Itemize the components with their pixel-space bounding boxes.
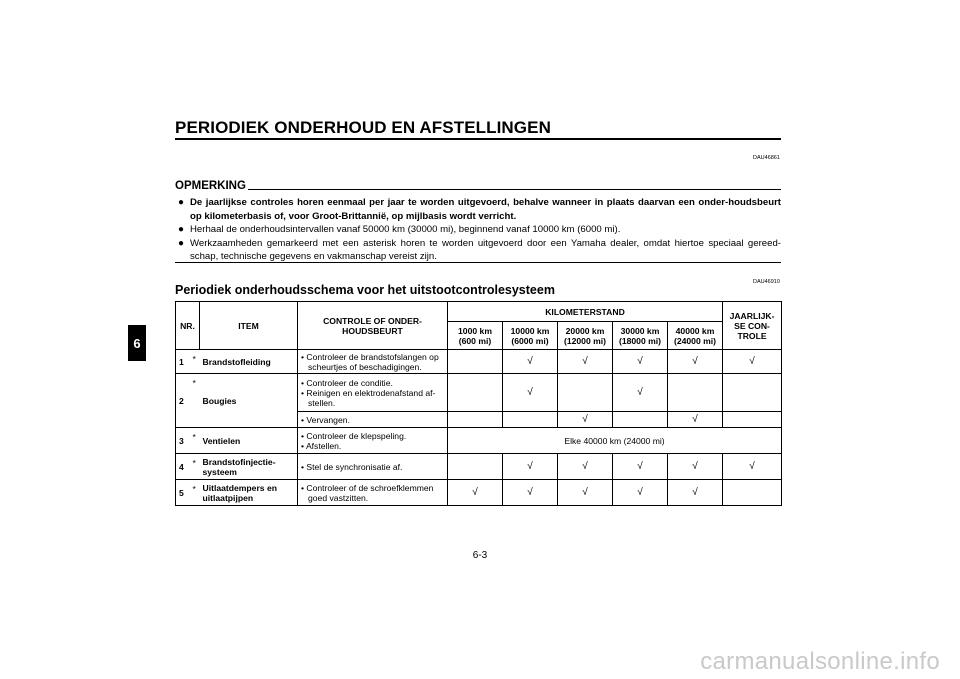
header-km-1000: 1000 km (600 mi): [448, 322, 503, 350]
cell-empty: [668, 374, 723, 412]
row-number: 2: [176, 374, 190, 428]
page-title: PERIODIEK ONDERHOUD EN AFSTELLINGEN: [175, 118, 551, 137]
row-check: • Controleer of de schroefklemmen goed vastzitten.: [298, 480, 448, 506]
asterisk-icon: *: [190, 480, 200, 506]
table-row: [176, 428, 782, 454]
check-mark: √: [613, 480, 668, 506]
check-mark: √: [668, 454, 723, 480]
note-item: ● Herhaal de onderhoudsintervallen vanaf 50000 km (30000 mi), beginnend vanaf 10000 km (6000 mi).: [178, 224, 621, 235]
header-km-40000: 40000 km (24000 mi): [668, 322, 723, 350]
bullet-icon: ●: [178, 224, 185, 235]
check-mark: √: [613, 374, 668, 412]
row-item: Uitlaatdempers en uitlaatpijpen: [200, 480, 298, 506]
check-mark: √: [723, 350, 782, 374]
table-row: [176, 454, 782, 480]
table-row: [176, 350, 782, 374]
cell-empty: [448, 350, 503, 374]
header-km-20000: 20000 km (12000 mi): [558, 322, 613, 350]
bullet-icon: ●: [178, 197, 185, 208]
check-mark: √: [503, 374, 558, 412]
asterisk-icon: *: [190, 454, 200, 480]
table-row: [176, 374, 782, 412]
check-mark: √: [558, 480, 613, 506]
interval-note: Elke 40000 km (24000 mi): [448, 428, 782, 454]
watermark: carmanualsonline.info: [700, 648, 940, 675]
cell-empty: [448, 412, 503, 428]
check-mark: √: [448, 480, 503, 506]
header-item: ITEM: [200, 302, 298, 350]
check-mark: √: [613, 350, 668, 374]
section-title: Periodiek onderhoudsschema voor het uitstootcontrolesysteem: [175, 283, 555, 297]
cell-empty: [448, 454, 503, 480]
row-check: • Controleer de klepspeling. • Afstellen.: [298, 428, 448, 454]
row-check: • Controleer de brandstofslangen op scheurtjes of beschadigingen.: [298, 350, 448, 374]
check-mark: √: [613, 454, 668, 480]
note-item: ● De jaarlijkse controles horen eenmaal per jaar te worden uitgevoerd, behalve wanneer in plaats daarvan een onder-houdsbeurt op kilometerbasis of, voor Groot-Brittannië, op mijlbasis wordt verricht.: [178, 197, 781, 222]
note-end-rule: [175, 262, 781, 263]
row-number: 4: [176, 454, 190, 480]
check-mark: √: [723, 454, 782, 480]
chapter-tab: 6: [128, 325, 146, 361]
row-check: • Vervangen.: [298, 412, 448, 428]
check-mark: √: [668, 350, 723, 374]
cell-empty: [723, 412, 782, 428]
check-mark: √: [668, 412, 723, 428]
row-item: Brandstofleiding: [200, 350, 298, 374]
bullet-icon: ●: [178, 237, 185, 249]
title-rule: [175, 138, 781, 140]
check-mark: √: [558, 412, 613, 428]
header-check: CONTROLE OF ONDER-HOUDSBEURT: [298, 302, 448, 350]
cell-empty: [558, 374, 613, 412]
row-number: 5: [176, 480, 190, 506]
check-mark: √: [558, 350, 613, 374]
row-check: • Controleer de conditie. • Reinigen en elektrodenafstand af-stellen.: [298, 374, 448, 412]
doc-code-top: DAU46861: [753, 155, 780, 161]
check-mark: √: [503, 454, 558, 480]
row-item: Brandstofinjectie-systeem: [200, 454, 298, 480]
asterisk-icon: *: [190, 374, 200, 428]
page-number: 6-3: [472, 550, 488, 561]
check-mark: √: [503, 480, 558, 506]
note-heading: OPMERKING: [175, 180, 246, 192]
note-item: ● Werkzaamheden gemarkeerd met een asterisk horen te worden uitgevoerd door een Yamaha dealer, omdat hiertoe speciaal gereed-schap, technische gegevens en vakmanschap vereist zijn.: [178, 237, 781, 262]
header-km-10000: 10000 km (6000 mi): [503, 322, 558, 350]
header-nr: NR.: [176, 302, 200, 350]
check-mark: √: [668, 480, 723, 506]
cell-empty: [723, 374, 782, 412]
note-rule: [248, 189, 781, 190]
header-km: KILOMETERSTAND: [448, 302, 723, 322]
cell-empty: [503, 412, 558, 428]
asterisk-icon: *: [190, 428, 200, 454]
asterisk-icon: *: [190, 350, 200, 374]
check-mark: √: [503, 350, 558, 374]
doc-code-section: DAU46910: [753, 279, 780, 285]
note-list: [175, 196, 781, 264]
table-row: [176, 480, 782, 506]
cell-empty: [613, 412, 668, 428]
cell-empty: [448, 374, 503, 412]
row-number: 3: [176, 428, 190, 454]
header-km-30000: 30000 km (18000 mi): [613, 322, 668, 350]
row-item: Ventielen: [200, 428, 298, 454]
cell-empty: [723, 480, 782, 506]
row-item: Bougies: [200, 374, 298, 428]
header-annual: JAARLIJK-SE CON-TROLE: [723, 302, 782, 350]
row-check: • Stel de synchronisatie af.: [298, 454, 448, 480]
row-number: 1: [176, 350, 190, 374]
check-mark: √: [558, 454, 613, 480]
maintenance-table: [175, 301, 782, 506]
